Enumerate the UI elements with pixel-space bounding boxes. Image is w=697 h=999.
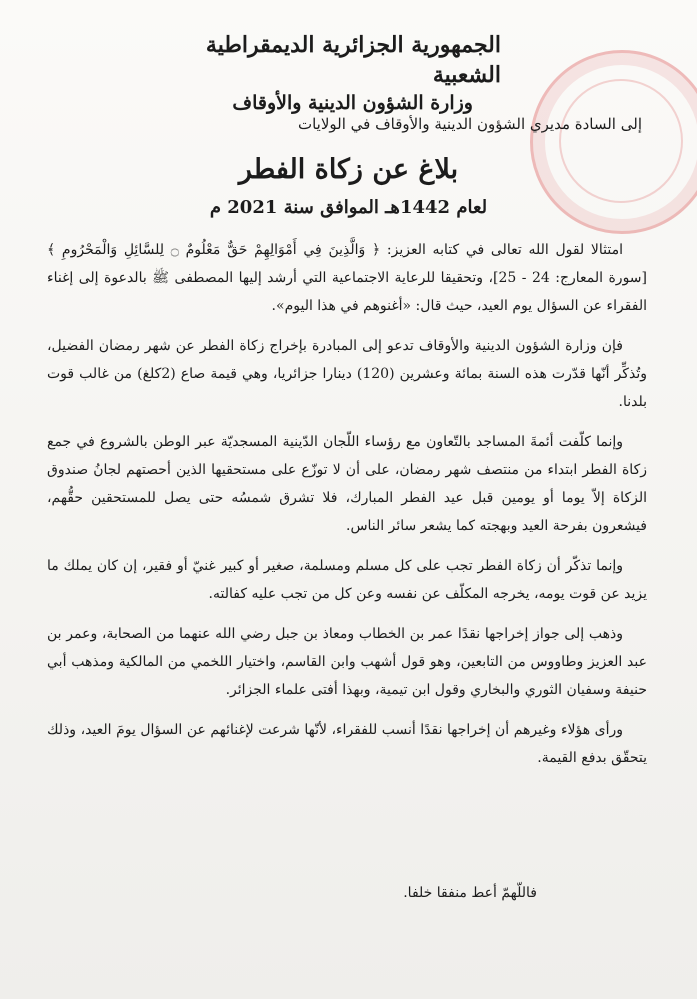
closing-prayer: فاللّهمّ أعط منفقا خلفا. (403, 885, 537, 901)
addressee-line: إلى السادة مديري الشؤون الدينية والأوقاف في الولايات (297, 115, 642, 133)
paragraph-3: وإنما كلّفت أئمةَ المساجد بالتّعاون مع رؤساء اللّجان الدّينية المسجديّة عبر الوطن بالشروع في جمع زكاة الفطر ابتداء من منتصف شهر رمضان، على أن لا توزّع على مستحقيها الذين أحصتهم لجانُ صندوق الزكاة إلاّ يوما أو يومين قبل عيد الفطر المبارك، فلا تشرق شمسُه حتى يصل للمستحقين حقُّهم، فيشعرون بفرحة العيد وبهجته كما يشعر سائر الناس. (47, 434, 647, 534)
date-line: لعام 1442هـ الموافق سنة 2021 م (209, 197, 488, 218)
republic-name: الجمهورية الجزائرية الديمقراطية الشعبية (205, 32, 501, 88)
letterhead (201, 30, 501, 116)
document-body (47, 236, 647, 784)
document-title: بلاغ عن زكاة الفطر (238, 154, 459, 185)
paragraph-5: وذهب إلى جواز إخراجها نقدًا عمر بن الخطاب ومعاذ بن جبل رضي الله عنهما من الصحابة، وعمر بن عبد العزيز وطاووس من التابعين، وهو قول أشهب وابن القاسم، واختيار اللخمي من المالكية ومذهب أبي حنيفة وسفيان الثوري والبخاري وقول ابن تيمية، وبهذا أفتى علماء الجزائر. (47, 626, 647, 698)
paragraph-4: وإنما تذكّر أن زكاة الفطر تجب على كل مسلم ومسلمة، صغير أو كبير غنيّ أو فقير، إن كان يملك ما يزيد عن قوت يومه، يخرجه المكلّف عن نفسه وعن كل من تجب عليه كفالته. (47, 558, 647, 602)
paragraph-1: امتثالا لقول الله تعالى في كتابه العزيز: ﴿ وَالَّذِينَ فِي أَمْوَالِهِمْ حَقٌّ مَعْلُومٌ ۝ لِلسَّائِلِ وَالْمَحْرُومِ ﴾ [سورة المعارج: 24 - 25]، وتحقيقا للرعاية الاجتماعية التي أرشد إليها المصطفى ﷺ بالدعوة إلى إغناء الفقراء عن السؤال يوم العيد، حيث قال: «أغنوهم في هذا اليوم». (47, 242, 647, 314)
paragraph-6: ورأى هؤلاء وغيرهم أن إخراجها نقدًا أنسب للفقراء، لأنّها شرعت لإغنائهم عن السؤال يومَ العيد، وذلك يتحقّق بدفع القيمة. (47, 722, 647, 766)
ministry-name: وزارة الشؤون الدينية والأوقاف (232, 92, 473, 114)
paragraph-2: فإن وزارة الشؤون الدينية والأوقاف تدعو إلى المبادرة بإخراج زكاة الفطر عن شهر رمضان الفضيل، وتُذكِّر أنّها قدّرت هذه السنة بمائة وعشرين (120) دينارا جزائريا، وهي قيمة صاع (2كلغ) من غالب قوت بلدنا. (47, 338, 647, 410)
